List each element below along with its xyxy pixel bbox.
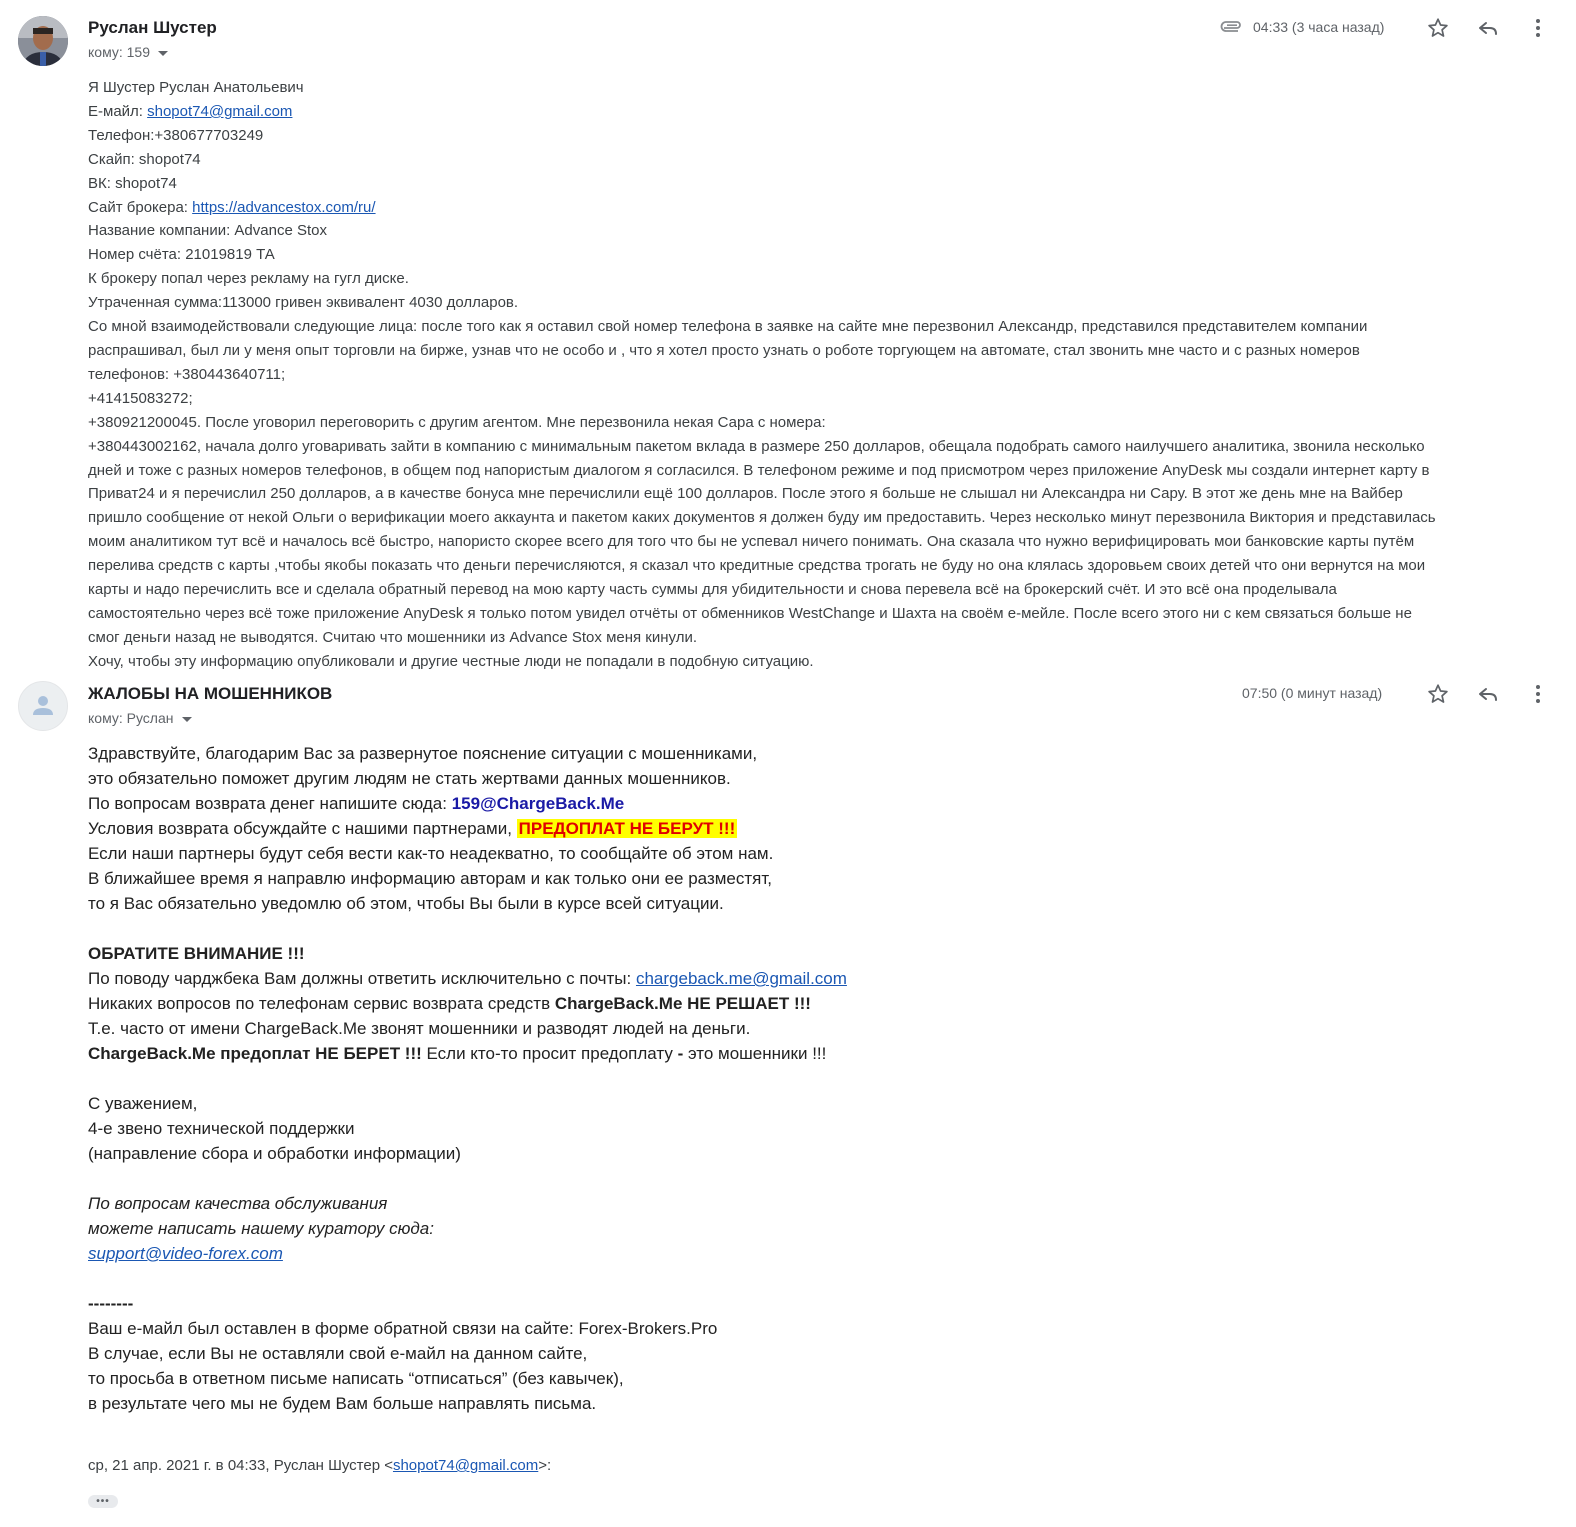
body-text: В случае, если Вы не оставляли свой е-майл на данном сайте, bbox=[88, 1344, 588, 1363]
email-link[interactable]: chargeback.me@gmail.com bbox=[635, 969, 847, 988]
body-line bbox=[88, 741, 1088, 766]
body-line bbox=[88, 916, 1088, 941]
body-text: это обязательно поможет другим людям не стать жертвами данных мошенников. bbox=[88, 769, 731, 788]
body-line bbox=[88, 291, 1538, 315]
body-text: в результате чего мы не будем Вам больше направлять письма. bbox=[88, 1394, 597, 1413]
more-vert-icon[interactable] bbox=[1526, 682, 1550, 706]
body-line bbox=[88, 243, 1538, 267]
chevron-down-icon[interactable] bbox=[182, 717, 192, 722]
body-text: телефонов: +380443640711; bbox=[88, 365, 286, 383]
body-text: пришло сообщение от некой Ольги о верификации моего аккаунта и пакетом каких документов я должен буду им предоставить. Через несколько минут перезвонила Виктория и представилась bbox=[88, 509, 1436, 527]
person-icon bbox=[19, 682, 67, 730]
body-text: дней и тоже с разных номеров телефонов, в общем под напористым диалогом я согласился. В телефоном режиме и под присмотром через приложение AnyDesk мы создали интернет карту в bbox=[88, 461, 1430, 479]
body-line bbox=[88, 1041, 1088, 1066]
body-text: +380443002162, начала долго уговаривать зайти в компанию с минимальным пакетом вклада в размере 250 долларов, обещала подобрать самого наилучшего аналитика, звонила несколько bbox=[88, 437, 1425, 455]
body-text: перелива средств с карты ,чтобы якобы показать что деньги перечисляются, я сказал что кредитные средства трогать не буду но она клялась здоровьем своих детей что они вернутся на мои bbox=[88, 557, 1426, 575]
body-line bbox=[88, 435, 1538, 459]
body-line bbox=[88, 339, 1538, 363]
body-line bbox=[88, 219, 1538, 243]
body-line bbox=[88, 1091, 1088, 1116]
body-line bbox=[88, 1141, 1088, 1166]
person-photo-icon bbox=[18, 16, 68, 66]
sender-name[interactable]: Руслан Шустер bbox=[88, 18, 217, 37]
message-time: 04:33 (3 часа назад) bbox=[1253, 19, 1385, 35]
body-line bbox=[88, 891, 1088, 916]
body-line bbox=[88, 1016, 1088, 1041]
body-line bbox=[88, 1191, 1088, 1216]
recipient-label: кому: Руслан bbox=[88, 710, 174, 726]
body-text: Условия возврата обсуждайте с нашими партнерами, bbox=[88, 819, 517, 838]
body-line bbox=[88, 148, 1538, 172]
sender-name[interactable]: ЖАЛОБЫ НА МОШЕННИКОВ bbox=[88, 684, 333, 703]
body-line bbox=[88, 172, 1538, 196]
body-line bbox=[88, 1166, 1088, 1191]
body-line bbox=[88, 626, 1538, 650]
body-line bbox=[88, 459, 1538, 483]
chevron-down-icon[interactable] bbox=[158, 51, 168, 56]
body-text: распрашивал, был ли у меня опыт торговли на бирже, узнав что не особо и , что я хотел просто узнать о роботе торгующем на автомате, стал звонить мне часто и с разных номеров bbox=[88, 341, 1360, 359]
bold-text: -------- bbox=[88, 1294, 134, 1313]
italic-text: можете написать нашему куратору сюда: bbox=[88, 1219, 434, 1238]
body-line bbox=[88, 816, 1088, 841]
body-line bbox=[88, 1341, 1088, 1366]
star-icon[interactable] bbox=[1426, 16, 1450, 40]
body-text: то я Вас обязательно уведомлю об этом, чтобы Вы были в курсе всей ситуации. bbox=[88, 894, 724, 913]
body-text: По вопросам возврата денег напишите сюда: bbox=[88, 794, 452, 813]
body-line bbox=[88, 1216, 1088, 1241]
body-text: Утраченная сумма:113000 гривен эквивалент 4030 долларов. bbox=[88, 294, 519, 312]
bold-text: ChargeBack.Me НЕ РЕШАЕТ !!! bbox=[554, 994, 811, 1013]
body-line bbox=[88, 791, 1088, 816]
body-text: Е-майл: bbox=[88, 102, 148, 120]
email-link[interactable]: support@video-forex.com bbox=[88, 1244, 283, 1263]
body-line bbox=[88, 267, 1538, 291]
body-text: Телефон:+380677703249 bbox=[88, 126, 264, 144]
body-text: По поводу чарджбека Вам должны ответить исключительно с почты: bbox=[88, 969, 636, 988]
body-text: +380921200045. После уговорил переговорить с другим агентом. Мне перезвонила некая Сара с номера: bbox=[88, 413, 826, 431]
body-line bbox=[88, 530, 1538, 554]
body-line bbox=[88, 841, 1088, 866]
recipient-details[interactable] bbox=[88, 44, 168, 60]
body-line bbox=[88, 966, 1088, 991]
more-vert-icon[interactable] bbox=[1526, 16, 1550, 40]
body-line bbox=[88, 124, 1538, 148]
quoted-header-text: ср, 21 апр. 2021 г. в 04:33, Руслан Шустер < bbox=[88, 1457, 393, 1474]
body-text: С уважением, bbox=[88, 1094, 198, 1113]
body-line bbox=[88, 482, 1538, 506]
body-text: 4-е звено технической поддержки bbox=[88, 1119, 355, 1138]
body-text: Если кто-то просит предоплату bbox=[421, 1044, 678, 1063]
sender-avatar[interactable] bbox=[18, 16, 68, 66]
body-line bbox=[88, 1266, 1088, 1291]
body-line bbox=[88, 1241, 1088, 1266]
message-body bbox=[88, 741, 1088, 1416]
body-text: Хочу, чтобы эту информацию опубликовали и другие честные люди не попадали в подобную ситуацию. bbox=[88, 652, 814, 670]
italic-text: По вопросам качества обслуживания bbox=[88, 1194, 388, 1213]
body-line bbox=[88, 315, 1538, 339]
message-time: 07:50 (0 минут назад) bbox=[1242, 685, 1383, 701]
recipient-label: кому: 159 bbox=[88, 44, 150, 60]
body-line bbox=[88, 506, 1538, 530]
body-line bbox=[88, 941, 1088, 966]
sender-avatar[interactable] bbox=[18, 681, 68, 731]
body-text: К брокеру попал через рекламу на гугл диске. bbox=[88, 270, 409, 288]
body-text: В ближайшее время я направлю информацию авторам и как только они ее разместят, bbox=[88, 869, 773, 888]
body-text: Сайт брокера: bbox=[88, 198, 193, 216]
attachment-icon bbox=[1220, 16, 1244, 40]
email-link[interactable]: shopot74@gmail.com bbox=[147, 102, 293, 120]
body-text: Скайп: shopot74 bbox=[88, 150, 201, 168]
body-line bbox=[88, 650, 1538, 674]
bold-text: - bbox=[677, 1044, 684, 1063]
body-text: Приват24 и я перечислил 250 долларов, а в качестве бонуса мне перечислили ещё 100 долларов. После этого я больше не слышал ни Александра ни Сару. В этот же день мне на Вайбер bbox=[88, 485, 1403, 503]
bold-text: ОБРАТИТЕ ВНИМАНИЕ !!! bbox=[88, 944, 305, 963]
recipient-details[interactable] bbox=[88, 710, 192, 726]
body-text: +41415083272; bbox=[88, 389, 193, 407]
reply-icon[interactable] bbox=[1476, 16, 1500, 40]
body-text: Название компании: Advance Stox bbox=[88, 222, 327, 240]
bold-text: ChargeBack.Me предоплат НЕ БЕРЕТ !!! bbox=[88, 1044, 422, 1063]
body-line bbox=[88, 1291, 1088, 1316]
body-text: Никаких вопросов по телефонам сервис возврата средств bbox=[88, 994, 555, 1013]
quoted-header bbox=[88, 1457, 551, 1474]
body-text: это мошенники !!! bbox=[683, 1044, 827, 1063]
star-icon[interactable] bbox=[1426, 682, 1450, 706]
quoted-email-link[interactable]: shopot74@gmail.com bbox=[392, 1457, 539, 1474]
body-line bbox=[88, 1366, 1088, 1391]
body-line bbox=[88, 411, 1538, 435]
body-line bbox=[88, 866, 1088, 891]
body-line bbox=[88, 554, 1538, 578]
body-text: смог деньги назад не выводятся. Считаю что мошенники из Advance Stox меня кинули. bbox=[88, 628, 697, 646]
body-line bbox=[88, 602, 1538, 626]
warning-highlight: ПРЕДОПЛАТ НЕ БЕРУТ !!! bbox=[518, 819, 736, 838]
body-line bbox=[88, 991, 1088, 1016]
body-line bbox=[88, 100, 1538, 124]
show-trimmed-content-button[interactable]: ••• bbox=[88, 1495, 118, 1508]
body-text: Со мной взаимодействовали следующие лица: после того как я оставил свой номер телефона в заявке на сайте мне перезвонил Александр, представился представителем компании bbox=[88, 318, 1368, 336]
body-text: (направление сбора и обработки информации) bbox=[88, 1144, 461, 1163]
body-line bbox=[88, 578, 1538, 602]
body-text: Т.е. часто от имени ChargeBack.Me звонят мошенники и разводят людей на деньги. bbox=[88, 1019, 751, 1038]
body-line bbox=[88, 1316, 1088, 1341]
body-text: моим аналитиком тут всё и началось всё быстро, напористо скорее всего для того что бы не успевал ничего понимать. Она сказала что нужно верифицировать мои банковские карты путём bbox=[88, 533, 1415, 551]
body-line bbox=[88, 76, 1538, 100]
body-line bbox=[88, 363, 1538, 387]
body-line bbox=[88, 1066, 1088, 1091]
body-text: Если наши партнеры будут себя вести как-то неадекватно, то сообщайте об этом нам. bbox=[88, 844, 774, 863]
body-text: Я Шустер Руслан Анатольевич bbox=[88, 79, 304, 96]
body-line bbox=[88, 387, 1538, 411]
body-text: Номер счёта: 21019819 ТА bbox=[88, 246, 275, 264]
body-line bbox=[88, 1391, 1088, 1416]
body-text: самостоятельно через всё тоже приложение AnyDesk я только потом увидел отчёты от обменников WestChange и Шахта на своём е-мейле. После всего этого ни с кем связаться больше не bbox=[88, 604, 1412, 622]
highlighted-email: 159@ChargeBack.Me bbox=[451, 794, 625, 813]
body-text: карты и надо перечислить все и сделала обратный перевод на мою карту часть суммы для убидительности и снова перевела всё на брокерский счёт. И это всё она проделывала bbox=[88, 581, 1337, 599]
body-text: Ваш е-майл был оставлен в форме обратной связи на сайте: Forex-Brokers.Pro bbox=[88, 1319, 718, 1338]
email-link[interactable]: https://advancestox.com/ru/ bbox=[192, 198, 376, 216]
body-text: Здравствуйте, благодарим Вас за развернутое пояснение ситуации с мошенниками, bbox=[88, 744, 758, 763]
body-text: то просьба в ответном письме написать “отписаться” (без кавычек), bbox=[88, 1369, 624, 1388]
body-text: ВК: shopot74 bbox=[88, 174, 177, 192]
body-line bbox=[88, 196, 1538, 220]
body-line bbox=[88, 1116, 1088, 1141]
reply-icon[interactable] bbox=[1476, 682, 1500, 706]
message-body bbox=[88, 76, 1538, 674]
body-line bbox=[88, 766, 1088, 791]
quoted-header-suffix: >: bbox=[538, 1457, 552, 1474]
